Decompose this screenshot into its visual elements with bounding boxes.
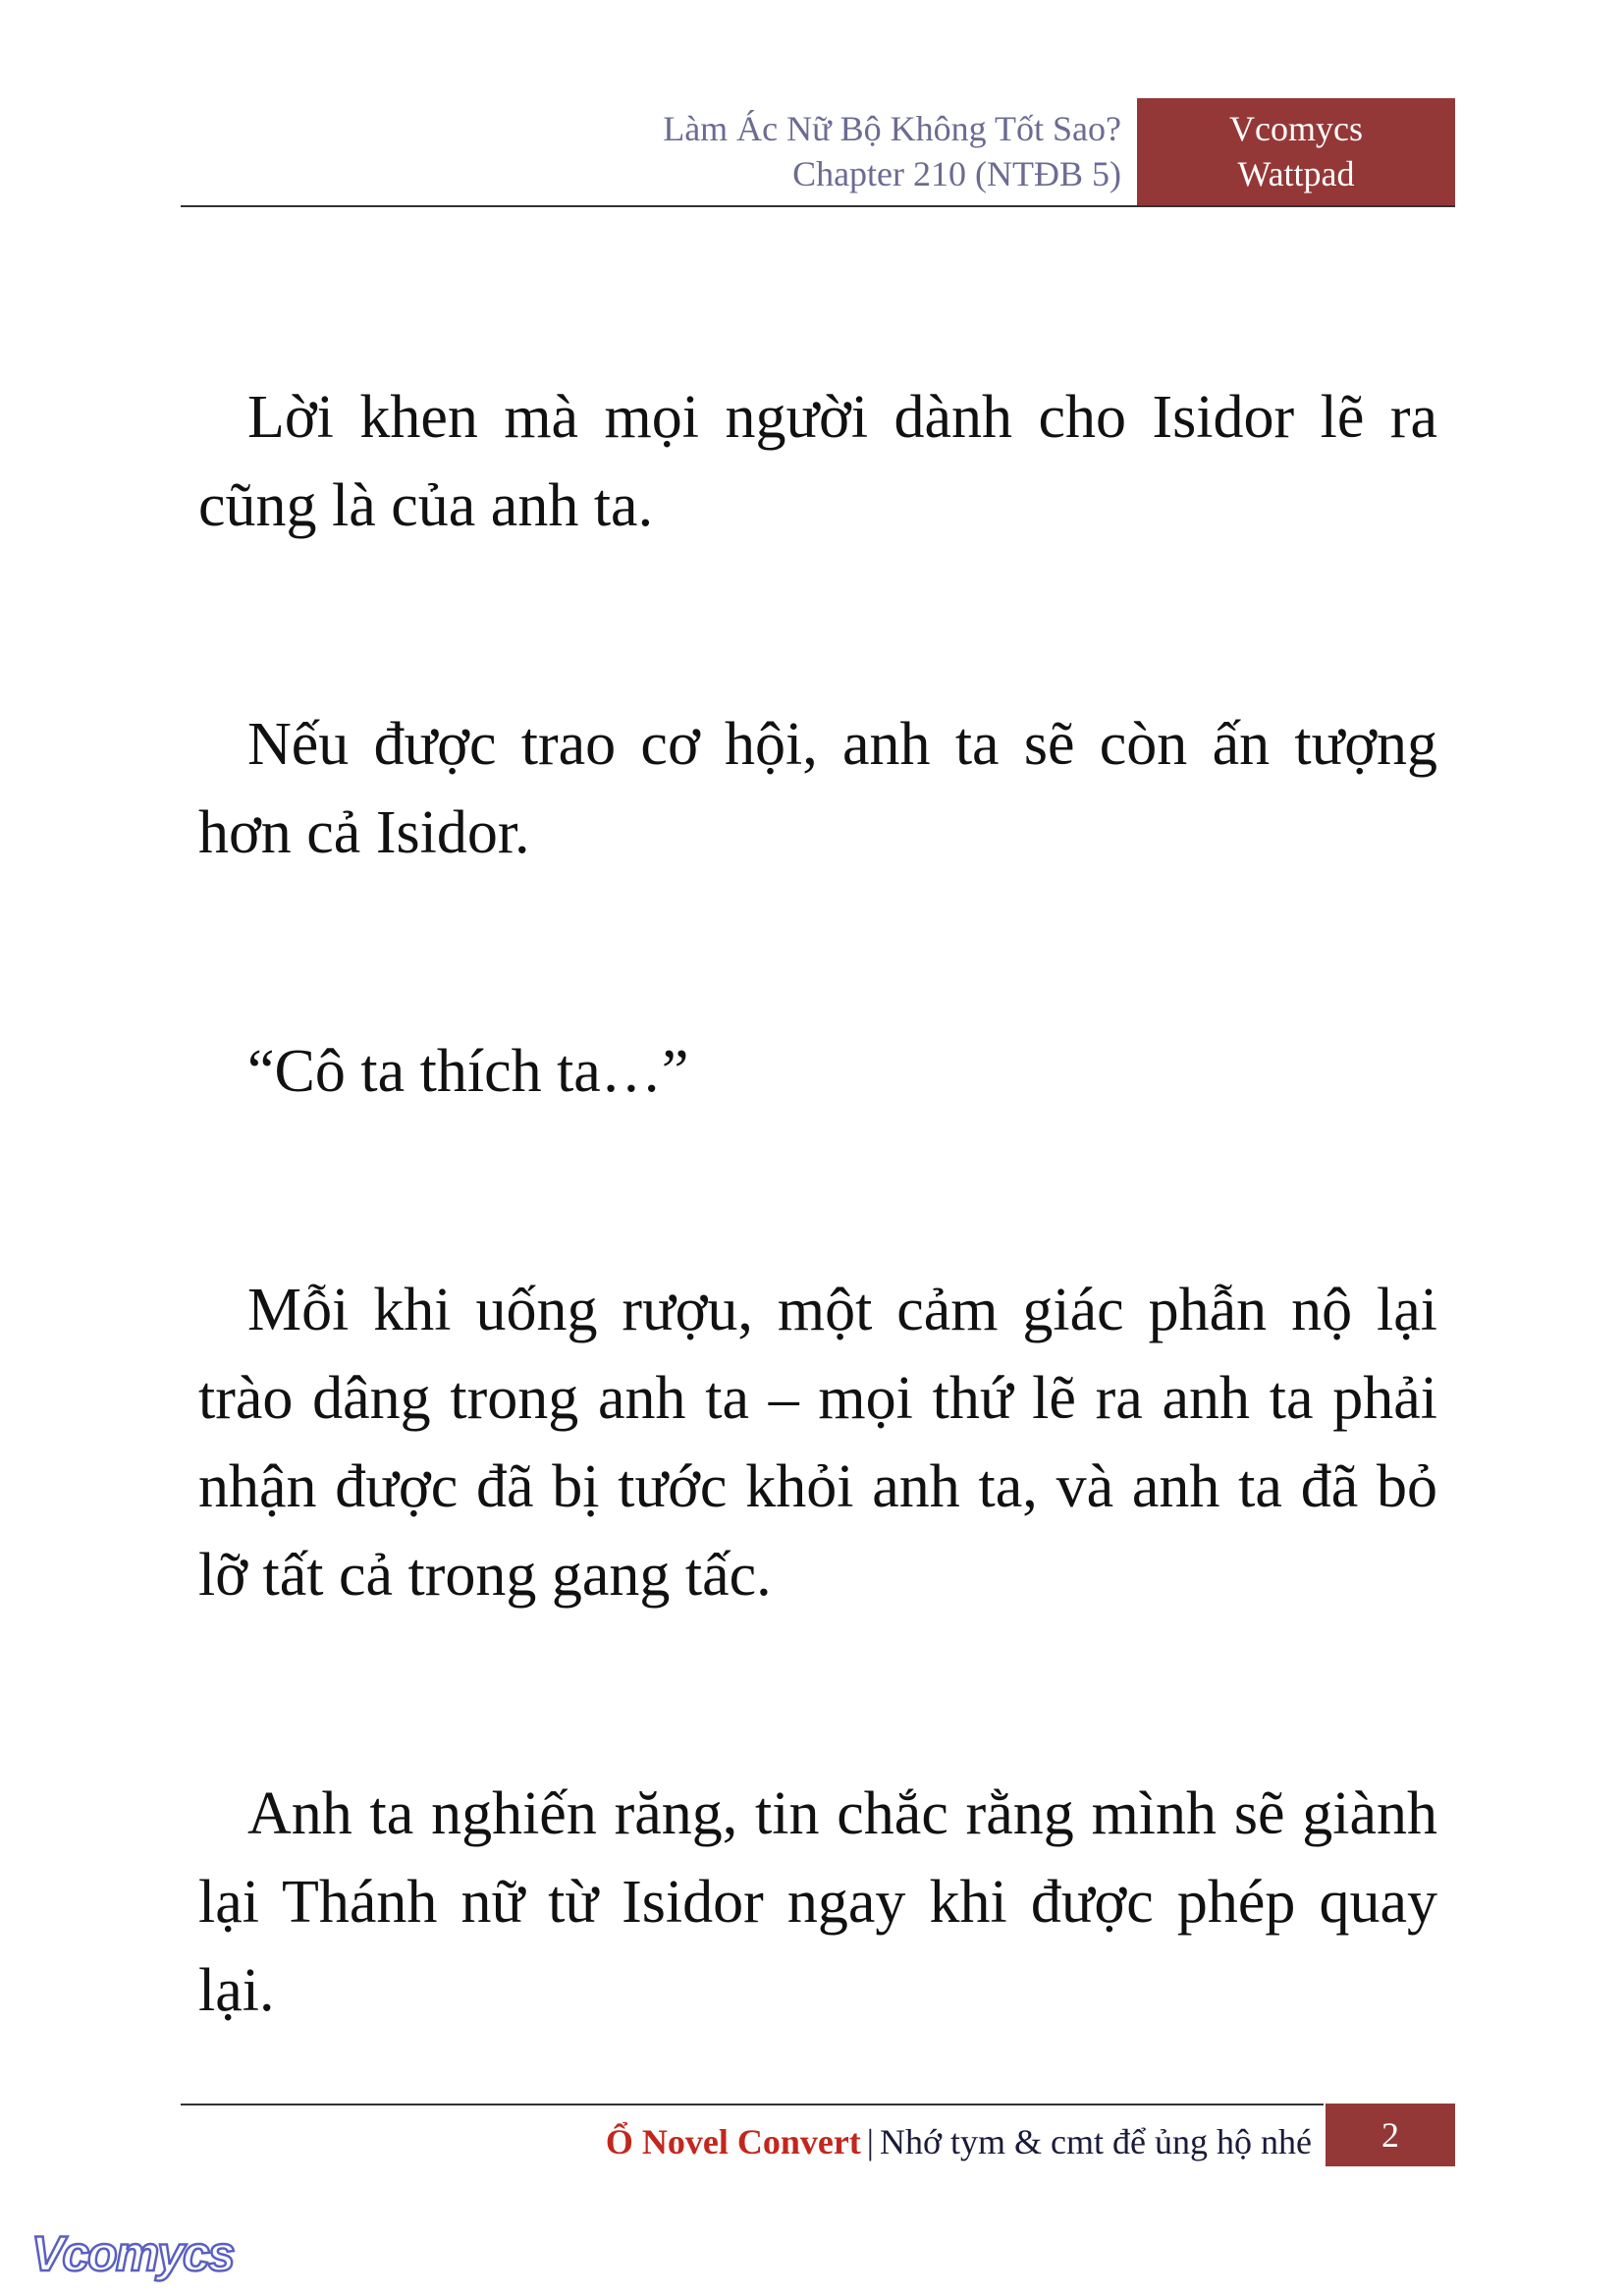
footer-message: Nhớ tym & cmt để ủng hộ nhé bbox=[880, 2122, 1312, 2161]
vcomycs-logo-watermark bbox=[27, 2221, 263, 2286]
page-number: 2 bbox=[1326, 2104, 1455, 2166]
chapter-label: Chapter 210 (NTĐB 5) bbox=[792, 154, 1121, 193]
source-badge-line2: Wattpad bbox=[1237, 154, 1355, 193]
running-header bbox=[393, 106, 1121, 196]
watermark-text: Vcomycs bbox=[31, 2226, 234, 2281]
footer-divider bbox=[181, 2104, 1324, 2105]
source-badge bbox=[1137, 98, 1455, 206]
book-title: Làm Ác Nữ Bộ Không Tốt Sao? bbox=[663, 109, 1121, 148]
page-footer bbox=[393, 2117, 1312, 2166]
footer-separator: | bbox=[866, 2122, 875, 2161]
paragraph: Nếu được trao cơ hội, anh ta sẽ còn ấn tượng hơn cả Isidor. bbox=[198, 711, 1437, 866]
source-badge-line1: Vcomycs bbox=[1229, 109, 1363, 148]
header-divider bbox=[181, 205, 1455, 207]
paragraph: Anh ta nghiến răng, tin chắc rằng mình sẽ giành lại Thánh nữ từ Isidor ngay khi được phép quay lại. bbox=[198, 1780, 1437, 2024]
paragraph: “Cô ta thích ta…” bbox=[247, 1038, 689, 1105]
paragraph: Mỗi khi uống rượu, một cảm giác phẫn nộ lại trào dâng trong anh ta – mọi thứ lẽ ra anh ta phải nhận được đã bị tước khỏi anh ta, và anh ta đã bỏ lỡ tất cả trong gang tấc. bbox=[198, 1277, 1437, 1609]
chapter-body bbox=[198, 373, 1437, 2185]
paragraph: Lời khen mà mọi người dành cho Isidor lẽ ra cũng là của anh ta. bbox=[198, 384, 1437, 539]
footer-brand: Ổ Novel Convert bbox=[605, 2122, 861, 2161]
